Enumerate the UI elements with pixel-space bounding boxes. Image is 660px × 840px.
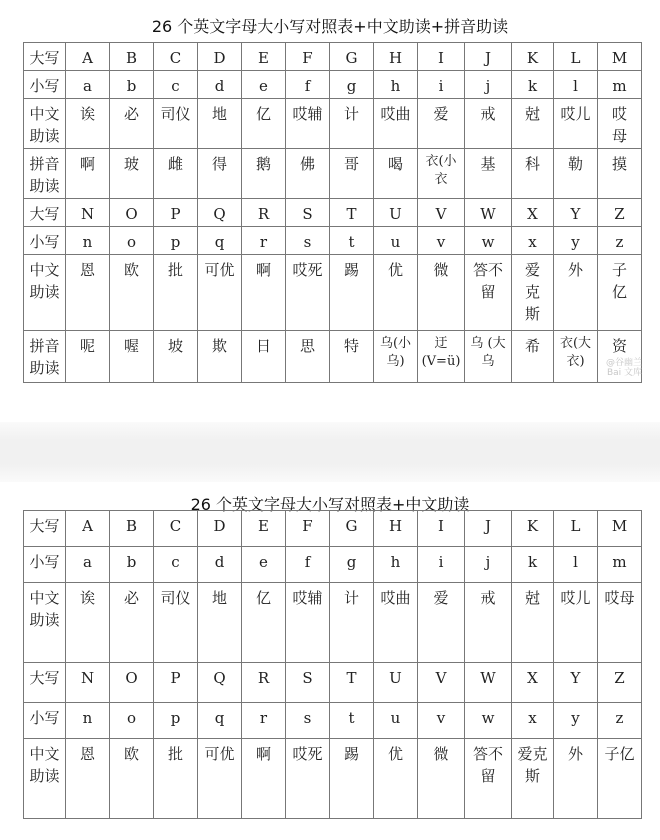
table-cell: q xyxy=(198,227,242,255)
table-cell: W xyxy=(465,199,512,227)
table-cell: 欧 xyxy=(110,739,154,819)
table-cell: 微 xyxy=(418,255,465,331)
table-cell: C xyxy=(154,43,198,71)
table-cell: 诶 xyxy=(66,583,110,663)
table-row xyxy=(24,547,642,583)
table-cell: g xyxy=(330,547,374,583)
table-cell: Y xyxy=(554,199,598,227)
table-cell: H xyxy=(374,43,418,71)
table-cell: 答不 留 xyxy=(465,739,512,819)
table-cell: 思 xyxy=(286,331,330,383)
table-row xyxy=(24,71,642,99)
table-cell: T xyxy=(330,199,374,227)
table-cell: 恩 xyxy=(66,739,110,819)
table-cell: v xyxy=(418,703,465,739)
table-cell: T xyxy=(330,663,374,703)
table-cell: z xyxy=(598,227,642,255)
table-cell: 佛 xyxy=(286,149,330,199)
table-cell: A xyxy=(66,43,110,71)
row-header: 小写 xyxy=(24,227,66,255)
table-cell: G xyxy=(330,511,374,547)
table-cell: i xyxy=(418,71,465,99)
table-row xyxy=(24,99,642,149)
table-row xyxy=(24,255,642,331)
table-cell: V xyxy=(418,199,465,227)
row-header: 中文 助读 xyxy=(24,255,66,331)
table-cell: P xyxy=(154,663,198,703)
table-cell: 地 xyxy=(198,99,242,149)
table-cell: 爱克 斯 xyxy=(512,739,554,819)
table-cell: 诶 xyxy=(66,99,110,149)
table-cell: z xyxy=(598,703,642,739)
table-cell: k xyxy=(512,71,554,99)
table-cell: F xyxy=(286,511,330,547)
table-cell: 得 xyxy=(198,149,242,199)
table-cell: 哎辅 xyxy=(286,583,330,663)
row-header: 中文 助读 xyxy=(24,739,66,819)
table-cell: j xyxy=(465,547,512,583)
table-cell: Q xyxy=(198,199,242,227)
table-cell: 摸 xyxy=(598,149,642,199)
table-cell: 哎死 xyxy=(286,255,330,331)
table-row xyxy=(24,199,642,227)
table-cell: n xyxy=(66,703,110,739)
table-cell: i xyxy=(418,547,465,583)
table-cell: h xyxy=(374,547,418,583)
table-cell: 哥 xyxy=(330,149,374,199)
table-cell: 微 xyxy=(418,739,465,819)
letter-table xyxy=(23,510,642,819)
table-cell: 必 xyxy=(110,99,154,149)
table-cell: 答不 留 xyxy=(465,255,512,331)
table-cell: l xyxy=(554,71,598,99)
table-cell: L xyxy=(554,511,598,547)
table-cell: R xyxy=(242,199,286,227)
table-cell: 啊 xyxy=(66,149,110,199)
table-cell: x xyxy=(512,227,554,255)
table-cell: K xyxy=(512,511,554,547)
table-cell: b xyxy=(110,71,154,99)
table-cell: 可优 xyxy=(198,739,242,819)
table-cell: 衣(小 衣 xyxy=(418,149,465,199)
table-row xyxy=(24,583,642,663)
table-cell: N xyxy=(66,199,110,227)
table-cell: 衣(大 衣) xyxy=(554,331,598,383)
table-cell: 子亿 xyxy=(598,739,642,819)
chart-title: 26 个英文字母大小写对照表+中文助读+拼音助读 xyxy=(151,17,509,36)
table-cell: 批 xyxy=(154,255,198,331)
letter-chart-chinese xyxy=(0,482,660,840)
chart-title: 26 个英文字母大小写对照表+中文助读 xyxy=(190,495,470,514)
table-cell: u xyxy=(374,227,418,255)
table-cell: 司仪 xyxy=(154,583,198,663)
table-cell: J xyxy=(465,511,512,547)
table-row xyxy=(24,511,642,547)
table-cell: 哎曲 xyxy=(374,99,418,149)
table-cell: 哎母 xyxy=(598,583,642,663)
table-cell: r xyxy=(242,227,286,255)
table-cell: p xyxy=(154,227,198,255)
table-cell: e xyxy=(242,547,286,583)
table-cell: n xyxy=(66,227,110,255)
table-cell: 外 xyxy=(554,739,598,819)
table-cell: A xyxy=(66,511,110,547)
table-cell: k xyxy=(512,547,554,583)
row-header: 小写 xyxy=(24,547,66,583)
row-header: 拼音 助读 xyxy=(24,149,66,199)
table-cell: S xyxy=(286,663,330,703)
table-cell: 啊 xyxy=(242,739,286,819)
table-cell: q xyxy=(198,703,242,739)
table-cell: b xyxy=(110,547,154,583)
row-header: 小写 xyxy=(24,71,66,99)
table-cell: 计 xyxy=(330,99,374,149)
table-cell: 戒 xyxy=(465,583,512,663)
table-cell: 亿 xyxy=(242,99,286,149)
table-cell: E xyxy=(242,511,286,547)
table-cell: e xyxy=(242,71,286,99)
table-cell: s xyxy=(286,227,330,255)
table-cell: s xyxy=(286,703,330,739)
table-row xyxy=(24,331,642,383)
table-cell: G xyxy=(330,43,374,71)
table-cell: 踢 xyxy=(330,739,374,819)
table-cell: y xyxy=(554,227,598,255)
row-header: 大写 xyxy=(24,663,66,703)
table-cell: Z xyxy=(598,199,642,227)
table-cell: 坡 xyxy=(154,331,198,383)
table-cell: m xyxy=(598,547,642,583)
table-cell: u xyxy=(374,703,418,739)
table-cell: p xyxy=(154,703,198,739)
table-cell: H xyxy=(374,511,418,547)
table-cell: 踢 xyxy=(330,255,374,331)
table-cell: a xyxy=(66,547,110,583)
table-cell: O xyxy=(110,199,154,227)
table-cell: t xyxy=(330,703,374,739)
table-row xyxy=(24,703,642,739)
table-cell: 雌 xyxy=(154,149,198,199)
table-cell: 欺 xyxy=(198,331,242,383)
table-cell: 亿 xyxy=(242,583,286,663)
table-cell: L xyxy=(554,43,598,71)
table-cell: 地 xyxy=(198,583,242,663)
table-cell: Y xyxy=(554,663,598,703)
table-cell: 哎儿 xyxy=(554,583,598,663)
table-cell: B xyxy=(110,511,154,547)
table-cell: J xyxy=(465,43,512,71)
table-cell: 爱 克 斯 xyxy=(512,255,554,331)
table-cell: 计 xyxy=(330,583,374,663)
table-cell: B xyxy=(110,43,154,71)
table-cell: 外 xyxy=(554,255,598,331)
table-cell: 欧 xyxy=(110,255,154,331)
table-cell: 日 xyxy=(242,331,286,383)
table-cell: P xyxy=(154,199,198,227)
table-cell: 特 xyxy=(330,331,374,383)
table-cell: D xyxy=(198,511,242,547)
table-cell: 恩 xyxy=(66,255,110,331)
table-cell: E xyxy=(242,43,286,71)
watermark: @谷幽兰 Bai 文库 xyxy=(605,358,642,378)
table-cell: m xyxy=(598,71,642,99)
table-cell: w xyxy=(465,703,512,739)
table-cell: V xyxy=(418,663,465,703)
table-row xyxy=(24,149,642,199)
table-cell: 乌 (大 乌 xyxy=(465,331,512,383)
table-cell: 哎辅 xyxy=(286,99,330,149)
table-cell: j xyxy=(465,71,512,99)
table-cell: f xyxy=(286,547,330,583)
table-cell: D xyxy=(198,43,242,71)
row-header: 拼音 助读 xyxy=(24,331,66,383)
table-row xyxy=(24,739,642,819)
table-row xyxy=(24,227,642,255)
table-cell: o xyxy=(110,227,154,255)
table-cell: 迂 (V=ü) xyxy=(418,331,465,383)
table-cell: 鹅 xyxy=(242,149,286,199)
table-cell: Z xyxy=(598,663,642,703)
table-cell: U xyxy=(374,199,418,227)
table-cell: 希 xyxy=(512,331,554,383)
table-cell: 乌(小 乌) xyxy=(374,331,418,383)
table-cell: 基 xyxy=(465,149,512,199)
letter-table xyxy=(23,42,642,383)
table-cell: c xyxy=(154,547,198,583)
section-divider xyxy=(0,422,660,482)
table-cell: M xyxy=(598,511,642,547)
table-cell: 子 亿 xyxy=(598,255,642,331)
table-cell: 勒 xyxy=(554,149,598,199)
table-row xyxy=(24,43,642,71)
table-cell: w xyxy=(465,227,512,255)
table-cell: h xyxy=(374,71,418,99)
table-cell: l xyxy=(554,547,598,583)
table-cell: I xyxy=(418,511,465,547)
table-cell: c xyxy=(154,71,198,99)
table-cell: U xyxy=(374,663,418,703)
table-cell: 啊 xyxy=(242,255,286,331)
table-cell: y xyxy=(554,703,598,739)
table-cell: r xyxy=(242,703,286,739)
row-header: 大写 xyxy=(24,199,66,227)
table-cell: S xyxy=(286,199,330,227)
table-cell: 哎 母 xyxy=(598,99,642,149)
table-cell: 必 xyxy=(110,583,154,663)
table-cell: X xyxy=(512,199,554,227)
table-cell: d xyxy=(198,547,242,583)
table-cell: 哎死 xyxy=(286,739,330,819)
table-cell: 司仪 xyxy=(154,99,198,149)
table-cell: 资 xyxy=(598,331,642,383)
table-cell: 喔 xyxy=(110,331,154,383)
table-cell: v xyxy=(418,227,465,255)
table-cell: 批 xyxy=(154,739,198,819)
table-cell: 玻 xyxy=(110,149,154,199)
table-cell: 哎儿 xyxy=(554,99,598,149)
table-cell: C xyxy=(154,511,198,547)
table-cell: o xyxy=(110,703,154,739)
table-cell: X xyxy=(512,663,554,703)
row-header: 小写 xyxy=(24,703,66,739)
table-cell: I xyxy=(418,43,465,71)
table-cell: M xyxy=(598,43,642,71)
table-cell: Q xyxy=(198,663,242,703)
table-cell: 呢 xyxy=(66,331,110,383)
table-cell: K xyxy=(512,43,554,71)
table-cell: O xyxy=(110,663,154,703)
table-cell: 优 xyxy=(374,255,418,331)
table-cell: t xyxy=(330,227,374,255)
table-cell: F xyxy=(286,43,330,71)
table-cell: N xyxy=(66,663,110,703)
table-cell: 爱 xyxy=(418,583,465,663)
table-cell: f xyxy=(286,71,330,99)
row-header: 中文 助读 xyxy=(24,99,66,149)
table-cell: W xyxy=(465,663,512,703)
table-cell: 尅 xyxy=(512,583,554,663)
table-cell: 可优 xyxy=(198,255,242,331)
table-row xyxy=(24,663,642,703)
table-cell: 科 xyxy=(512,149,554,199)
table-cell: 哎曲 xyxy=(374,583,418,663)
table-cell: 喝 xyxy=(374,149,418,199)
table-cell: 优 xyxy=(374,739,418,819)
table-cell: 戒 xyxy=(465,99,512,149)
row-header: 大写 xyxy=(24,43,66,71)
table-cell: g xyxy=(330,71,374,99)
table-cell: d xyxy=(198,71,242,99)
row-header: 中文 助读 xyxy=(24,583,66,663)
table-cell: 爱 xyxy=(418,99,465,149)
table-cell: x xyxy=(512,703,554,739)
row-header: 大写 xyxy=(24,511,66,547)
table-cell: R xyxy=(242,663,286,703)
table-cell: a xyxy=(66,71,110,99)
table-cell: 尅 xyxy=(512,99,554,149)
